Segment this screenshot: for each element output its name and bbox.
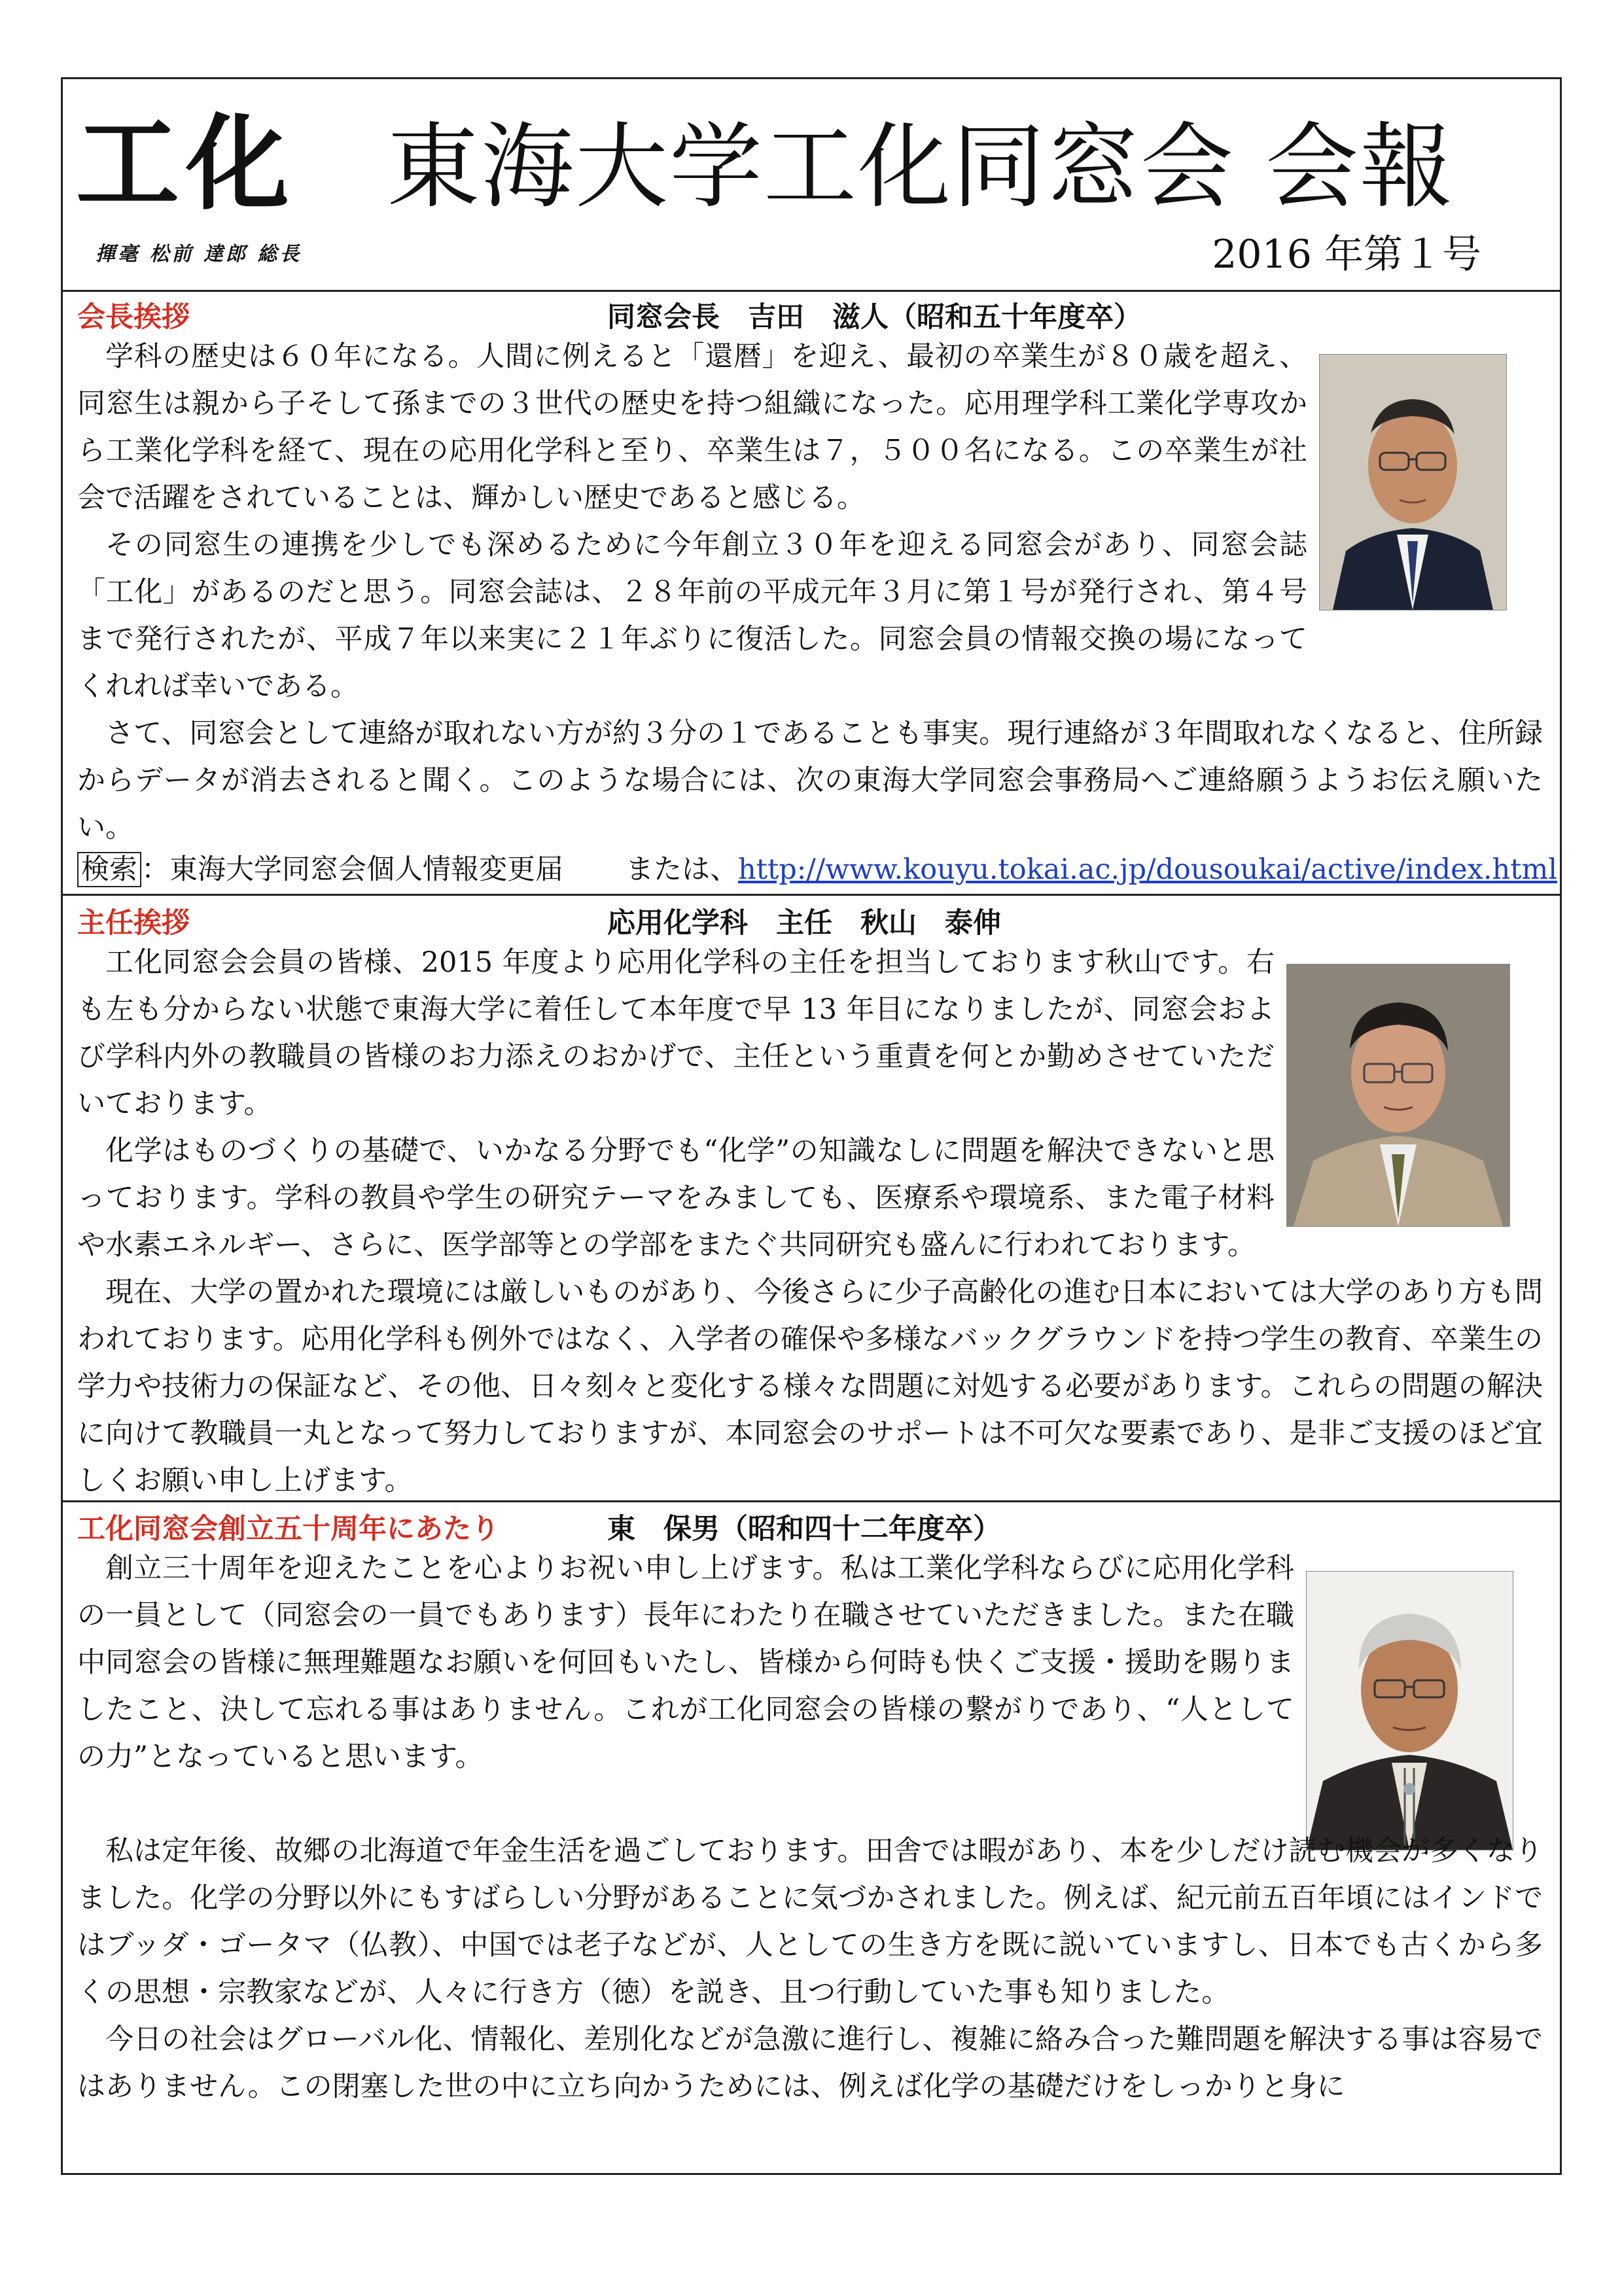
section-author: 同窓会長 吉田 滋人（昭和五十年度卒）: [607, 301, 1142, 334]
author-photo: [1306, 1571, 1513, 1850]
paragraph: 創立三十周年を迎えたことを心よりお祝い申し上げます。私は工業化学科ならびに応用化学科の一員として（同窓会の一員でもあります）長年にわたり在職させていただきました。また在職中同窓会の皆様に無理難題なお願いを何回もいたし、皆様から何時も快くご支援・援助を賜りましたこと、決して忘れる事はありません。これが工化同窓会の皆様の繋がりであり、“人としての力”となっていると思います。: [77, 1552, 1294, 1773]
section-author: 東 保男（昭和四十二年度卒）: [607, 1513, 1001, 1545]
paragraph: 化学はものづくりの基礎で、いかなる分野でも“化学”の知識なしに問題を解決できないと思っております。学科の教員や学生の研究テーマをみましても、医療系や環境系、また電子材料や水素エネルギー、さらに、医学部等との学部をまたぐ共同研究も盛んに行われております。: [77, 1135, 1275, 1262]
portrait-image: [1287, 964, 1509, 1226]
section-heading: 主任挨拶: [77, 907, 190, 940]
section-heading: 工化同窓会創立五十周年にあたり: [77, 1513, 499, 1545]
section-divider: [63, 894, 1560, 896]
masthead-divider: [63, 290, 1560, 292]
chief-photo: [1286, 964, 1510, 1227]
or-text: または、: [626, 853, 738, 886]
newsletter-frame: [61, 77, 1562, 2175]
link-line: [626, 850, 1557, 889]
president-photo: [1319, 354, 1507, 610]
section-author: 応用化学科 主任 秋山 泰伸: [607, 907, 1001, 940]
paragraph: さて、同窓会として連絡が取れない方が約３分の１であることも事実。現行連絡が３年間取れなくなると、住所録からデータが消去されると聞く。このような場合には、次の東海大学同窓会事務局へご連絡願うようお伝え願いたい。: [77, 717, 1543, 844]
paragraph: その同窓生の連携を少しでも深めるために今年創立３０年を迎える同窓会があり、同窓会誌「工化」があるのだと思う。同窓会誌は、２８年前の平成元年３月に第１号が発行され、第４号まで発行されたが、平成７年以来実に２１年ぶりに復活した。同窓会員の情報交換の場になってくれれば幸いである。: [77, 529, 1307, 703]
portrait-image: [1307, 1572, 1513, 1850]
paragraph: 学科の歴史は６０年になる。人間に例えると「還暦」を迎え、最初の卒業生が８０歳を超え、同窓生は親から子そして孫までの３世代の歴史を持つ組織になった。応用理学科工業化学専攻から工業化学科を経て、現在の応用化学科と至り、卒業生は７，５００名になる。この卒業生が社会で活躍をされていることは、輝かしい歴史であると感じる。: [77, 340, 1307, 514]
search-line: [77, 850, 563, 889]
calligraphy-credit: 揮毫 松前 達郎 総長: [96, 243, 302, 266]
search-text: ：東海大学同窓会個人情報変更届: [141, 853, 563, 886]
issue-number: 2016 年第１号: [1212, 232, 1481, 277]
masthead-logo: 工化: [76, 103, 296, 224]
section-divider: [63, 1500, 1560, 1502]
paragraph: 現在、大学の置かれた環境には厳しいものがあり、今後さらに少子高齢化の進む日本においては大学のあり方も問われております。応用化学科も例外ではなく、入学者の確保や多様なバックグラウンドを持つ学生の教育、卒業生の学力や技術力の保証など、その他、日々刻々と変化する様々な問題に対処する必要があります。これらの問題の解決に向けて教職員一丸となって努力しておりますが、本同窓会のサポートは不可欠な要素であり、是非ご支援のほど宜しくお願い申し上げます。: [77, 1276, 1543, 1497]
masthead-title: 東海大学工化同窓会 会報: [387, 113, 1455, 221]
paragraph: 今日の社会はグローバル化、情報化、差別化などが急激に進行し、複雑に絡み合った難問題を解決する事は容易ではありません。この閉塞した世の中に立ち向かうためには、例えば化学の基礎だけをしっかりと身に: [77, 2023, 1543, 2103]
search-label-box: 検索: [77, 852, 141, 887]
paragraph: 私は定年後、故郷の北海道で年金生活を過ごしております。田舎では暇があり、本を少しだけ読む機会が多くなりました。化学の分野以外にもすばらしい分野があることに気づかされました。例えば、紀元前五百年頃にはインドではブッダ・ゴータマ（仏教）、中国では老子などが、人としての生き方を既に説いていますし、日本でも古くから多くの思想・宗教家などが、人々に行き方（徳）を説き、且つ行動していた事も知りました。: [77, 1835, 1543, 2009]
paragraph: 工化同窓会会員の皆様、2015 年度より応用化学科の主任を担当しております秋山です。右も左も分からない状態で東海大学に着任して本年度で早 13 年目になりましたが、同窓会および学科内外の教職員の皆様のお力添えのおかげで、主任という重責を何とか勤めさせていただいております。: [77, 946, 1275, 1120]
section-heading: 会長挨拶: [77, 301, 190, 334]
portrait-image: [1320, 355, 1506, 610]
dousoukai-link[interactable]: http://www.kouyu.tokai.ac.jp/dousoukai/active/index.html: [738, 853, 1558, 886]
